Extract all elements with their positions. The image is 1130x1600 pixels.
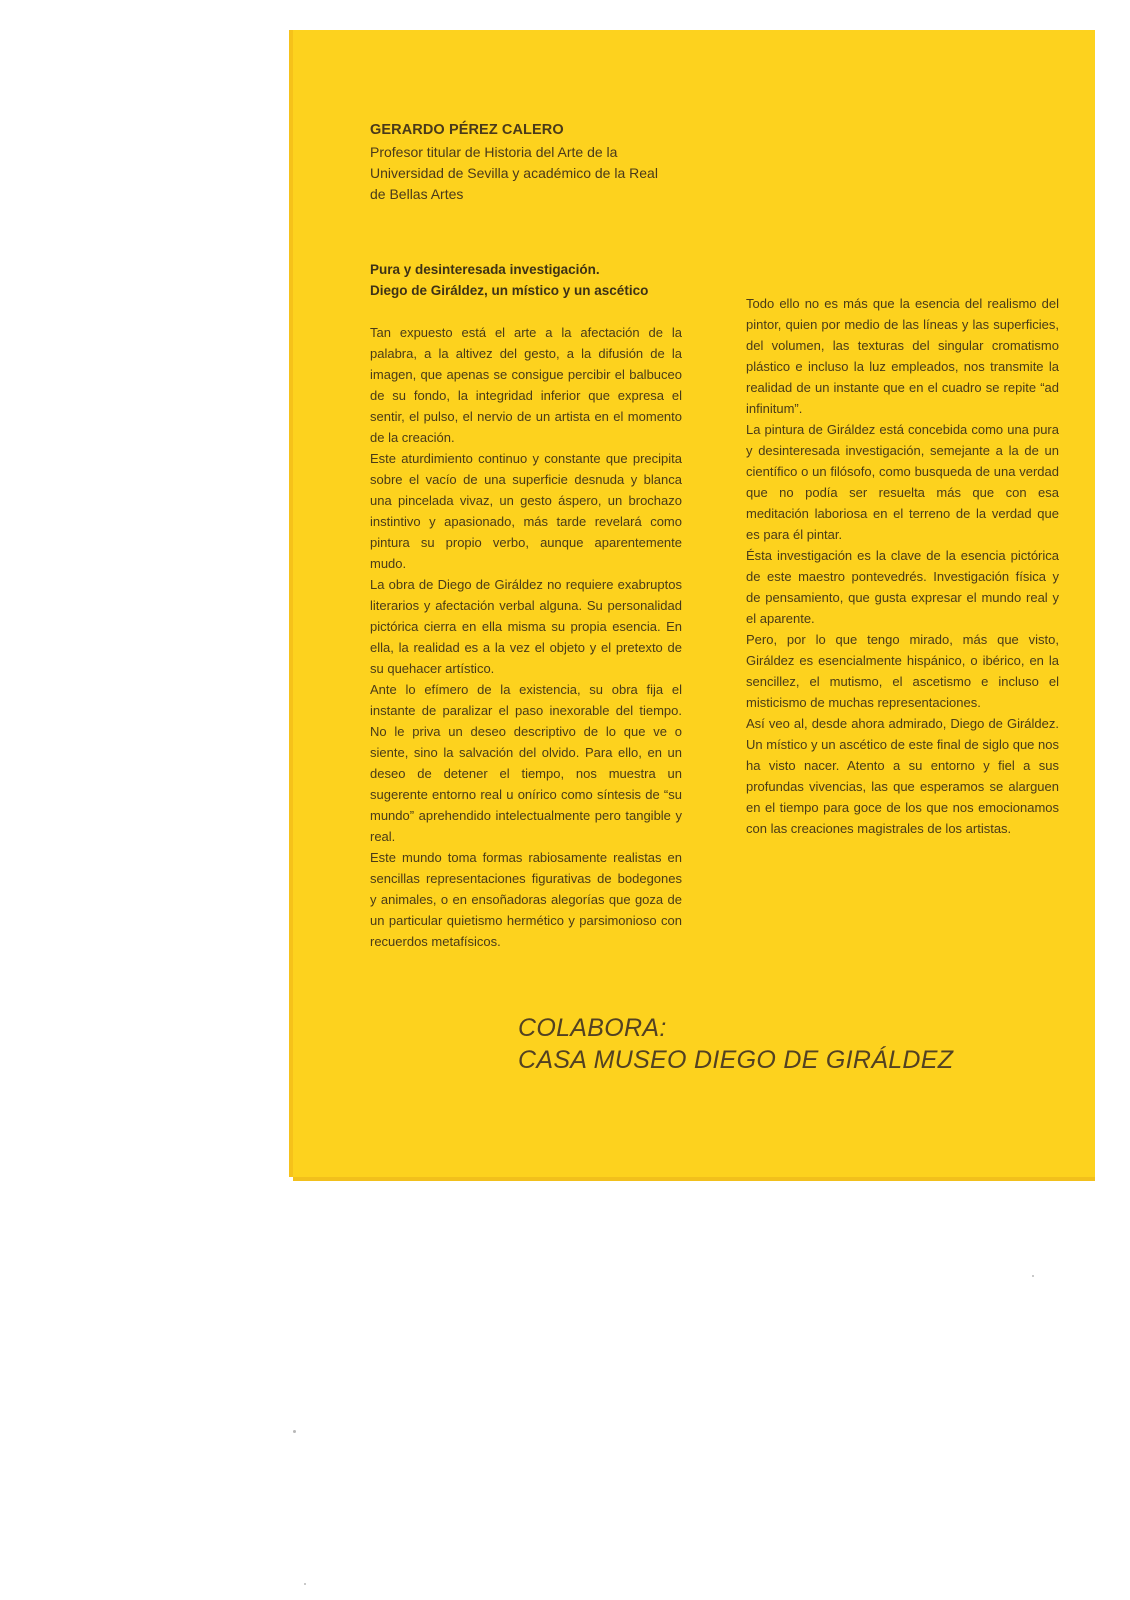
author-role-line: Universidad de Sevilla y académico de la Real — [370, 165, 658, 181]
author-block — [370, 122, 710, 205]
scan-speck — [293, 1430, 296, 1433]
paragraph: Este mundo toma formas rabiosamente realistas en sencillas representaciones figurativas de bodegones y animales, o en ensoñadoras alegorías que goza de un particular quietismo hermético y parsimonioso con recuerdos metafísicos. — [370, 850, 682, 949]
author-role-line: de Bellas Artes — [370, 186, 464, 202]
paragraph: Este aturdimiento continuo y constante que precipita sobre el vacío de una superficie desnuda y blanca una pincelada vivaz, un gesto áspero, un brochazo instintivo y apasionado, más tarde revelará como pintura su propio verbo, aunque aparentemente mudo. — [370, 451, 682, 571]
scan-speck — [1032, 1275, 1034, 1277]
article-title — [370, 259, 710, 301]
paragraph: La obra de Diego de Giráldez no requiere exabruptos literarios y afectación verbal alguna. Su personalidad pictórica cierra en ella misma su propia esencia. En ella, la realidad es a la vez el objeto y el pretexto de su quehacer artístico. — [370, 577, 682, 676]
paragraph: Tan expuesto está el arte a la afectación de la palabra, a la altivez del gesto, a la difusión de la imagen, que apenas se consigue percibir el balbuceo de su fondo, la integridad inferior que expresa el sentir, el pulso, el nervio de un artista en el momento de la creación. — [370, 325, 682, 445]
colabora-entity: CASA MUSEO DIEGO DE GIRÁLDEZ — [518, 1046, 954, 1074]
colabora-label: COLABORA: — [518, 1014, 667, 1042]
paragraph: Así veo al, desde ahora admirado, Diego de Giráldez. Un místico y un ascético de este final de siglo que nos ha visto nacer. Atento a su entorno y fiel a sus profundas vivencias, las que esperamos se alarguen en el tiempo para goce de los que nos emocionamos con las creaciones magistrales de los artistas. — [746, 716, 1059, 836]
article-title-line: Pura y desinteresada investigación. — [370, 262, 600, 277]
colabora-block — [518, 1012, 1078, 1076]
author-name: GERARDO PÉREZ CALERO — [370, 122, 564, 138]
paragraph: Pero, por lo que tengo mirado, más que visto, Giráldez es esencialmente hispánico, o ibérico, en la sencillez, el mutismo, el ascetismo e incluso el misticismo de muchas representaciones. — [746, 632, 1059, 710]
scan-speck — [304, 1583, 306, 1585]
left-column — [370, 322, 682, 952]
author-role-line: Profesor titular de Historia del Arte de la — [370, 144, 618, 160]
right-column — [746, 293, 1059, 839]
paragraph: Ésta investigación es la clave de la esencia pictórica de este maestro pontevedrés. Investigación física y de pensamiento, que gusta expresar el mundo real y el aparente. — [746, 548, 1059, 626]
article-title-line: Diego de Giráldez, un místico y un ascético — [370, 283, 649, 298]
paragraph: Ante lo efímero de la existencia, su obra fija el instante de paralizar el paso inexorable del tiempo. No le priva un deseo descriptivo de lo que ve o siente, sino la salvación del olvido. Para ello, en un deseo de detener el tiempo, nos muestra un sugerente entorno real u onírico como síntesis de “su mundo” aprehendido intelectualmente pero tangible y real. — [370, 682, 682, 844]
paragraph: La pintura de Giráldez está concebida como una pura y desinteresada investigación, semejante a la de un científico o un filósofo, como busqueda de una verdad que no podía ser resuelta más que con esa meditación laboriosa en el terreno de la verdad que es para él pintar. — [746, 422, 1059, 542]
paragraph: Todo ello no es más que la esencia del realismo del pintor, quien por medio de las líneas y las superficies, del volumen, las texturas del singular cromatismo plástico e incluso la luz empleados, nos transmite la realidad de un instante que en el cuadro se repite “ad infinitum”. — [746, 296, 1059, 416]
author-role — [370, 142, 710, 205]
